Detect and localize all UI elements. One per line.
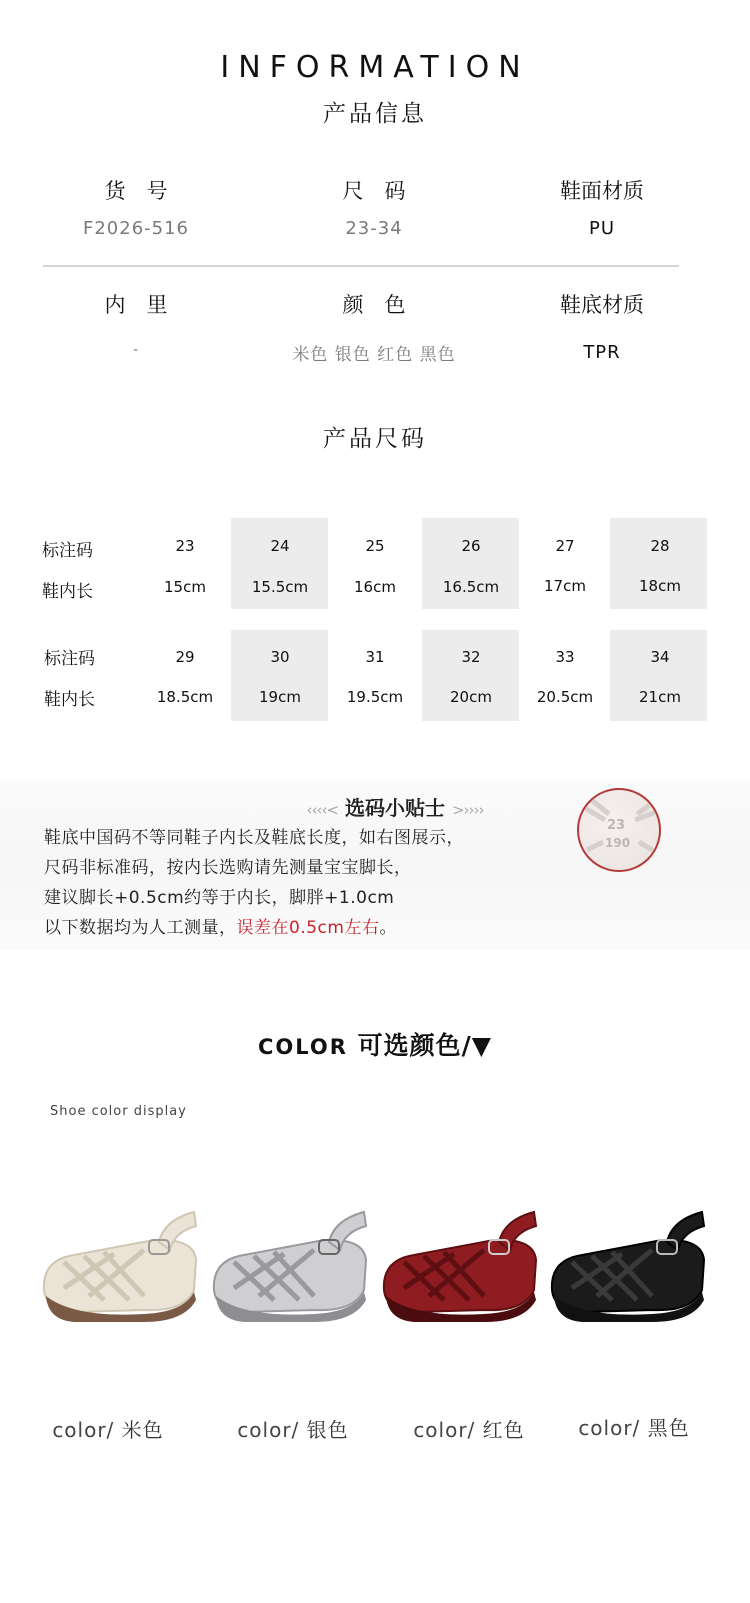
sole-material-label: 鞋底材质	[560, 293, 644, 317]
lining-label: 内 里	[104, 293, 168, 317]
size-cell: 30	[270, 648, 290, 666]
info-divider	[43, 265, 679, 267]
information-title: INFORMATION	[220, 50, 530, 85]
size-range-value: 23-34	[345, 218, 403, 239]
size-cell: 26	[461, 537, 481, 555]
sole-size-icon	[577, 788, 661, 872]
tip-line-4-suffix: 。	[379, 918, 397, 938]
caption-prefix: color/	[52, 1418, 115, 1442]
sandal-beige-image	[34, 1200, 204, 1330]
left-arrows-icon: ‹‹‹‹<	[306, 801, 339, 819]
lining-value: -	[132, 342, 140, 358]
color-title-en: COLOR	[258, 1035, 348, 1059]
size-section-title: 产品尺码	[323, 426, 427, 452]
size-cell-highlight	[231, 630, 328, 721]
length-cell: 21cm	[639, 688, 681, 706]
sandal-silver-image	[204, 1200, 374, 1330]
color-caption-red	[379, 1414, 559, 1443]
sandal-black-image	[542, 1200, 712, 1330]
size-cell: 23	[175, 537, 195, 555]
size-cell: 24	[270, 537, 290, 555]
tips-title	[275, 792, 515, 821]
length-cell: 15.5cm	[251, 578, 309, 596]
upper-material-value: PU	[588, 218, 616, 239]
length-cell: 16cm	[354, 578, 396, 596]
sole-length-number: 190	[605, 836, 631, 850]
length-cell: 19cm	[259, 688, 301, 706]
size-cell: 29	[175, 648, 195, 666]
item-number-value: F2026-516	[82, 218, 189, 239]
length-cell: 20cm	[450, 688, 492, 706]
length-cell: 16.5cm	[442, 578, 500, 596]
color-caption-silver	[203, 1414, 383, 1443]
size-cell: 25	[365, 537, 385, 555]
length-cell: 20.5cm	[536, 688, 594, 706]
caption-color-name: 黑色	[647, 1416, 690, 1440]
caption-color-name: 米色	[121, 1418, 164, 1442]
sandal-red-image	[374, 1200, 544, 1330]
size-cell: 31	[365, 648, 385, 666]
tip-error-margin: 误差在0.5cm左右	[236, 918, 380, 938]
size-cell: 33	[555, 648, 575, 666]
caption-prefix: color/	[413, 1418, 476, 1442]
size-cell: 27	[555, 537, 575, 555]
tip-line-1: 鞋底中国码不等同鞋子内长及鞋底长度，如右图展示，	[44, 828, 464, 848]
color-caption-black	[544, 1412, 724, 1441]
sole-material-value: TPR	[583, 342, 621, 363]
size-cell: 34	[650, 648, 670, 666]
color-value: 米色 银色 红色 黑色	[292, 345, 456, 365]
color-caption-beige	[18, 1414, 198, 1443]
size-cell-highlight	[610, 518, 707, 609]
sole-size-number: 23	[607, 818, 626, 833]
length-label: 鞋内长	[42, 582, 93, 602]
color-label: 颜 色	[342, 293, 406, 317]
color-section-title	[0, 1026, 750, 1062]
product-info-title: 产品信息	[323, 101, 427, 127]
size-label: 标注码	[44, 649, 95, 669]
tips-title-text: 选码小贴士	[345, 796, 445, 820]
size-label: 标注码	[42, 541, 93, 561]
shoe-display-label: Shoe color display	[50, 1104, 187, 1119]
tip-line-3: 建议脚长+0.5cm约等于内长，脚胖+1.0cm	[44, 888, 395, 908]
length-cell: 19.5cm	[346, 688, 404, 706]
size-cell-highlight	[422, 630, 519, 721]
right-arrows-icon: >››››	[451, 801, 484, 819]
tip-line-4	[44, 913, 397, 938]
length-label: 鞋内长	[44, 690, 95, 710]
tip-line-2: 尺码非标准码，按内长选购请先测量宝宝脚长，	[44, 858, 412, 878]
size-cell: 28	[650, 537, 670, 555]
caption-prefix: color/	[578, 1416, 641, 1440]
length-cell: 15cm	[164, 578, 206, 596]
length-cell: 17cm	[544, 577, 586, 595]
length-cell: 18.5cm	[156, 688, 214, 706]
caption-color-name: 红色	[482, 1418, 525, 1442]
length-cell: 18cm	[639, 577, 681, 595]
tip-line-4-prefix: 以下数据均为人工测量，	[44, 918, 237, 938]
item-number-label: 货 号	[104, 179, 168, 203]
size-range-label: 尺 码	[342, 179, 406, 203]
upper-material-label: 鞋面材质	[560, 179, 644, 203]
caption-prefix: color/	[237, 1418, 300, 1442]
size-cell: 32	[461, 648, 481, 666]
color-title-cn: 可选颜色/▼	[357, 1031, 492, 1060]
size-cell-highlight	[610, 630, 707, 721]
caption-color-name: 银色	[306, 1418, 349, 1442]
